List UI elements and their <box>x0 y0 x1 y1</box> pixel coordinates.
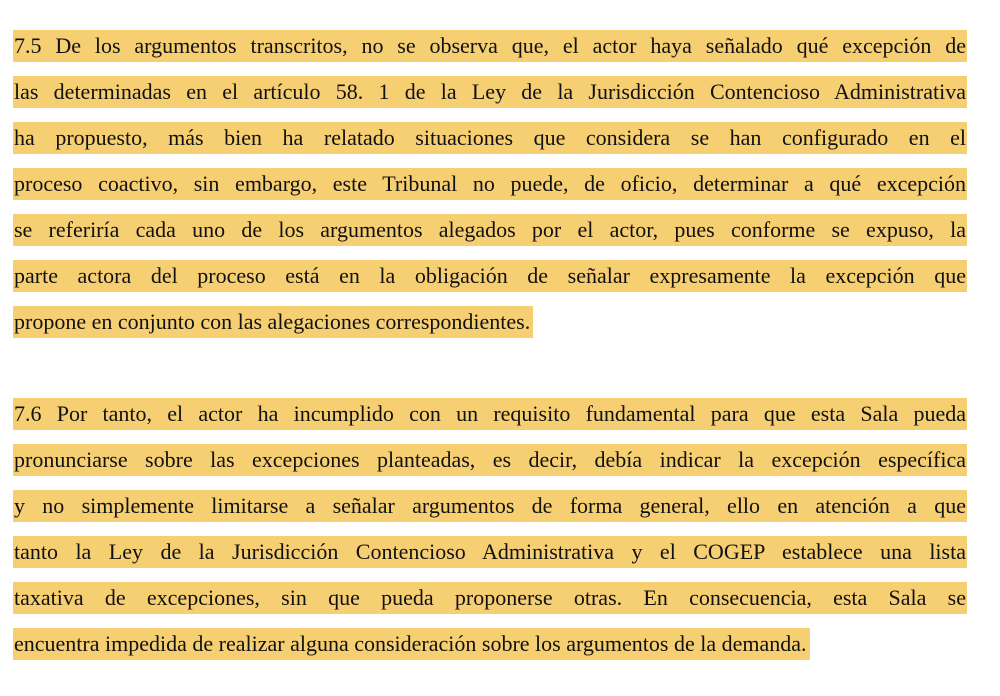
text-line <box>13 483 967 529</box>
text-line <box>13 115 967 161</box>
highlighted-text: y no simplemente limitarse a señalar argumentos de forma general, ello en atención a que <box>13 490 967 522</box>
highlighted-text: proceso coactivo, sin embargo, este Tribunal no puede, de oficio, determinar a qué excepción <box>13 168 967 200</box>
text-line <box>13 529 967 575</box>
text-line <box>13 69 967 115</box>
highlighted-text: 7.5 De los argumentos transcritos, no se observa que, el actor haya señalado qué excepción de <box>13 30 967 62</box>
paragraph-7-5 <box>13 23 967 345</box>
highlighted-text: taxativa de excepciones, sin que pueda proponerse otras. En consecuencia, esta Sala se <box>13 582 967 614</box>
highlighted-text: parte actora del proceso está en la obligación de señalar expresamente la excepción que <box>13 260 967 292</box>
highlighted-text: las determinadas en el artículo 58. 1 de la Ley de la Jurisdicción Contencioso Administrativa <box>13 76 967 108</box>
text-line <box>13 437 967 483</box>
text-line <box>13 575 967 621</box>
highlighted-text: 7.6 Por tanto, el actor ha incumplido con un requisito fundamental para que esta Sala pueda <box>13 398 967 430</box>
text-line <box>13 207 967 253</box>
highlighted-text: ha propuesto, más bien ha relatado situaciones que considera se han configurado en el <box>13 122 967 154</box>
text-line <box>13 621 967 667</box>
paragraph-7-6 <box>13 391 967 667</box>
highlighted-text: propone en conjunto con las alegaciones correspondientes. <box>13 306 533 338</box>
highlighted-text: pronunciarse sobre las excepciones planteadas, es decir, debía indicar la excepción específica <box>13 444 967 476</box>
highlighted-text: tanto la Ley de la Jurisdicción Contencioso Administrativa y el COGEP establece una lista <box>13 536 967 568</box>
text-line <box>13 23 967 69</box>
highlighted-text: encuentra impedida de realizar alguna consideración sobre los argumentos de la demanda. <box>13 628 810 660</box>
text-line <box>13 299 967 345</box>
document-page <box>13 23 967 667</box>
paragraph-spacer <box>13 345 967 391</box>
text-line <box>13 161 967 207</box>
highlighted-text: se referiría cada uno de los argumentos alegados por el actor, pues conforme se expuso, la <box>13 214 967 246</box>
text-line <box>13 391 967 437</box>
text-line <box>13 253 967 299</box>
